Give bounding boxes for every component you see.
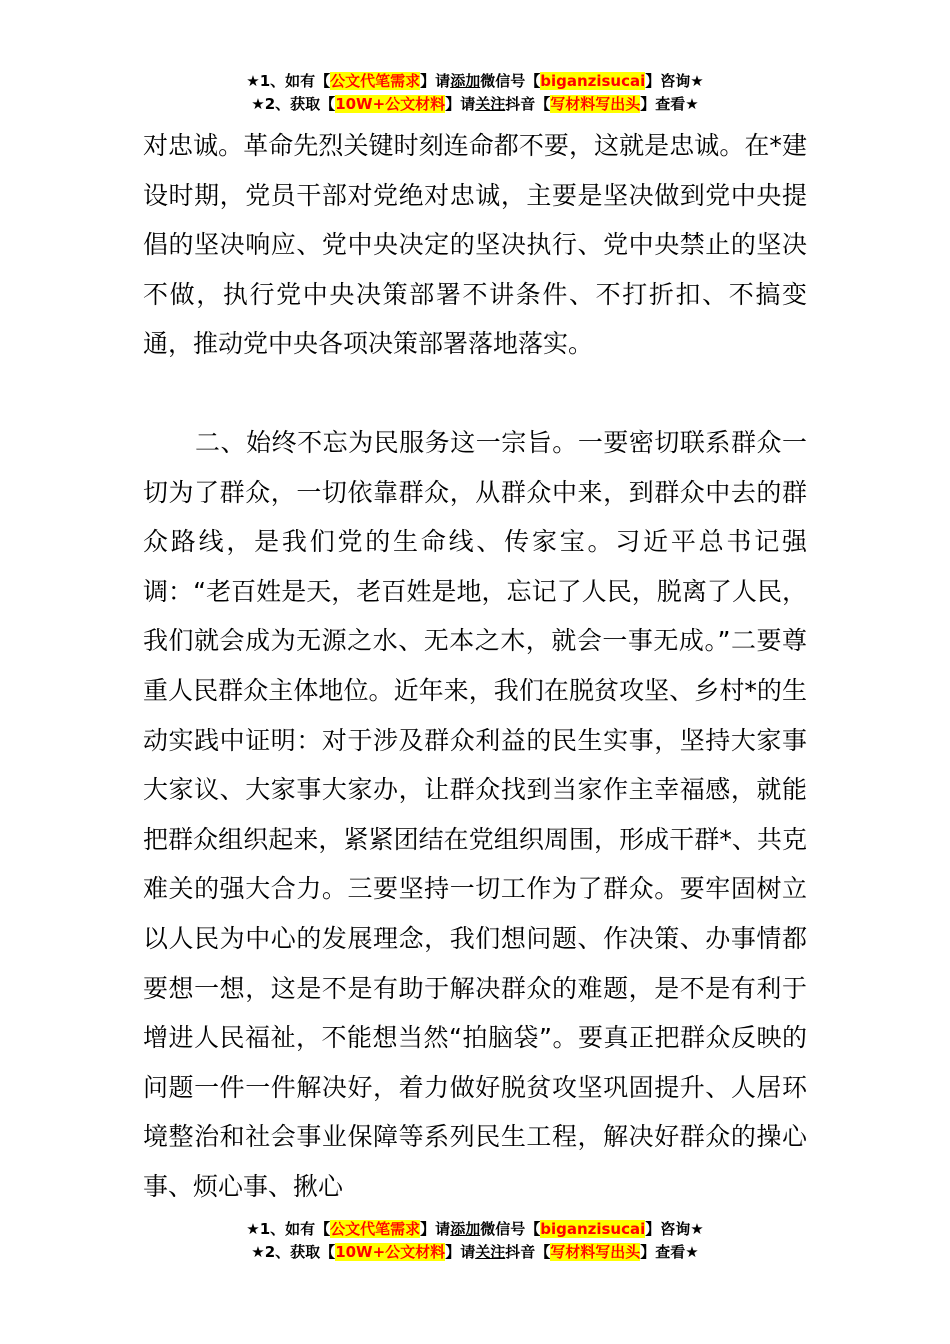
banner-text: 】咨询★ (645, 72, 704, 90)
header-banner-line-1 (0, 70, 950, 93)
footer-banner (0, 1218, 950, 1264)
header-banner-line-2 (0, 93, 950, 116)
banner-highlight: 写材料写出头 (550, 95, 641, 113)
banner-text: 】查看★ (640, 95, 699, 113)
banner-highlight: 公文代笔需求 (330, 72, 421, 90)
banner-text: 】咨询★ (645, 1220, 704, 1238)
banner-underlined-text: 添加 (450, 1220, 481, 1238)
banner-highlight: 公文代笔需求 (330, 1220, 421, 1238)
banner-text: ★2、获取【 (251, 95, 336, 113)
footer-banner-line-2 (0, 1241, 950, 1264)
banner-highlight: 10W+公文材料 (335, 1243, 446, 1261)
banner-underlined-text: 关注 (475, 95, 506, 113)
paragraph-section-two: 二、始终不忘为民服务这一宗旨。一要密切联系群众一切为了群众，一切依靠群众，从群众中来，到群众中去的群众路线，是我们党的生命线、传家宝。习近平总书记强调：“老百姓是天，老百姓是地，忘记了人民，脱离了人民，我们就会成为无源之水、无本之木，就会一事无成。”二要尊重人民群众主体地位。近年来，我们在脱贫攻坚、乡村*的生动实践中证明：对于涉及群众利益的民生实事，坚持大家事大家议、大家事大家办，让群众找到当家作主幸福感，就能把群众组织起来，紧紧团结在党组织周围，形成干群*、共克难关的强大合力。三要坚持一切工作为了群众。要牢固树立以人民为中心的发展理念，我们想问题、作决策、办事情都要想一想，这是不是有助于解决群众的难题，是不是有利于增进人民福祉，不能想当然“拍脑袋”。要真正把群众反映的问题一件一件解决好，着力做好脱贫攻坚巩固提升、人居环境整治和社会事业保障等系列民生工程，解决好群众的操心事、烦心事、揪心 (143, 427, 807, 1201)
banner-underlined-text: 添加 (450, 72, 481, 90)
paragraph-continuation: 对忠诚。革命先烈关键时刻连命都不要，这就是忠诚。在*建设时期，党员干部对党绝对忠诚，主要是坚决做到党中央提倡的坚决响应、党中央决定的坚决执行、党中央禁止的坚决不做，执行党中央决策部署不讲条件、不打折扣、不搞变通，推动党中央各项决策部署落地落实。 (143, 131, 807, 359)
document-body (143, 121, 807, 1211)
banner-text: 】查看★ (640, 1243, 699, 1261)
banner-text: 抖音【 (505, 95, 551, 113)
banner-highlight: 写材料写出头 (550, 1243, 641, 1261)
banner-underlined-text: 关注 (475, 1243, 506, 1261)
banner-highlight: biganzisucai (540, 1220, 646, 1238)
header-banner (0, 70, 950, 116)
banner-text: ★1、如有【 (246, 72, 331, 90)
banner-text: ★2、获取【 (251, 1243, 336, 1261)
banner-text: 抖音【 (505, 1243, 551, 1261)
banner-text: 微信号【 (480, 1220, 541, 1238)
banner-text: 】请 (420, 72, 451, 90)
banner-highlight: 10W+公文材料 (335, 95, 446, 113)
footer-banner-line-1 (0, 1218, 950, 1241)
banner-text: 微信号【 (480, 72, 541, 90)
banner-text: 】请 (420, 1220, 451, 1238)
banner-text: 】请 (445, 1243, 476, 1261)
banner-highlight: biganzisucai (540, 72, 646, 90)
banner-text: ★1、如有【 (246, 1220, 331, 1238)
banner-text: 】请 (445, 95, 476, 113)
